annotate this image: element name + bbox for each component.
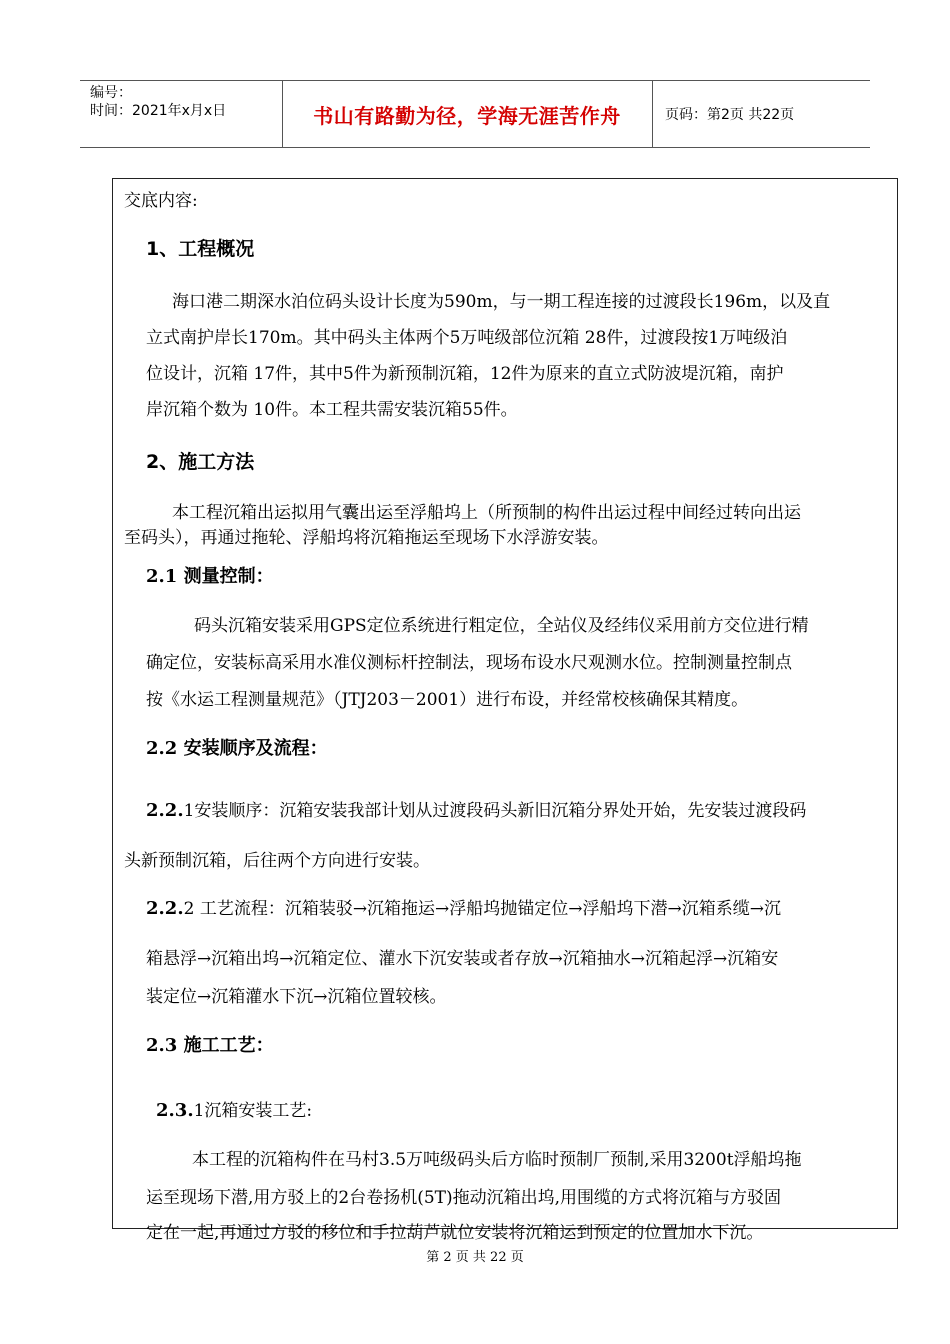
section-1-line-1: 海口港二期深水泊位码头设计长度为590m，与一期工程连接的过渡段长196m，以及直 [172,292,831,312]
section-2-1-line-2: 确定位，安装标高采用水准仪测标杆控制法，现场布设水尺观测水位。控制测量控制点 [146,653,792,673]
page-footer: 第 2 页 共 22 页 [426,1250,524,1265]
section-2-3-1-line-1: 本工程的沉箱构件在马村3.5万吨级码头后方临时预制厂预制,采用3200t浮船坞拖 [192,1150,802,1170]
section-2-3-1-heading [156,1094,312,1128]
header-meta [90,84,226,120]
section-2-2-1-text: 1安装顺序：沉箱安装我部计划从过渡段码头新旧沉箱分界处开始，先安装过渡段码 [183,801,807,821]
section-2-3-1-line-3: 定在一起,再通过方驳的移位和手拉葫芦就位安装将沉箱运到预定的位置加水下沉。 [146,1223,764,1243]
section-2-1-line-3: 按《水运工程测量规范》（JTJ203－2001）进行布设，并经常校核确保其精度。 [146,690,749,710]
section-2-2-2-line-2: 箱悬浮→沉箱出坞→沉箱定位、灌水下沉安装或者存放→沉箱抽水→沉箱起浮→沉箱安 [146,949,779,969]
section-2-2-2-number: 2.2. [146,898,184,919]
section-2-3-1-line-2: 运至现场下潜,用方驳上的2台卷扬机(5T)拖动沉箱出坞,用围缆的方式将沉箱与方驳固 [146,1188,782,1208]
section-2-2-title: 2.2 安装顺序及流程： [146,738,328,759]
section-2-1-title: 2.1 测量控制： [146,566,274,587]
section-2-2-2-text: 2 工艺流程：沉箱装驳→沉箱拖运→浮船坞抛锚定位→浮船坞下潜→沉箱系缆→沉 [183,899,782,919]
section-2-2-1-line-1 [146,794,806,828]
section-2-3-1-number: 2.3. [156,1100,194,1121]
header-top-rule [80,80,870,81]
intro-label: 交底内容: [124,191,198,211]
header-motto: 书山有路勤为径，学海无涯苦作舟 [313,104,621,128]
header-divider-right [652,80,653,148]
section-2-2-1-number: 2.2. [146,800,184,821]
section-2-3-title: 2.3 施工工艺： [146,1035,274,1056]
section-2-2-2-line-3: 装定位→沉箱灌水下沉→沉箱位置较核。 [146,987,447,1007]
section-2-3-1-text: 1沉箱安装工艺: [193,1101,313,1121]
document-number-label: 编号： [90,85,132,101]
section-1-line-3: 位设计，沉箱 17件，其中5件为新预制沉箱，12件为原来的直立式防波堤沉箱，南护 [146,364,784,384]
section-1-title: 1、工程概况 [146,238,255,260]
section-2-line-2: 至码头），再通过拖轮、浮船坞将沉箱拖运至现场下水浮游安装。 [124,528,609,548]
header-page-info: 页码：第2页 共22页 [665,107,795,123]
document-date-label: 时间：2021年x月x日 [90,103,227,119]
section-2-2-2-line-1 [146,892,781,926]
section-2-2-1-line-2: 头新预制沉箱，后往两个方向进行安装。 [124,851,430,871]
header-bottom-rule [80,147,870,148]
section-2-title: 2、施工方法 [146,451,255,473]
section-1-line-4: 岸沉箱个数为 10件。本工程共需安装沉箱55件。 [146,400,518,420]
section-1-line-2: 立式南护岸长170m。其中码头主体两个5万吨级部位沉箱 28件，过渡段按1万吨级泊 [146,328,788,348]
section-2-1-line-1: 码头沉箱安装采用GPS定位系统进行粗定位，全站仪及经纬仪采用前方交位进行精 [194,616,809,636]
section-2-line-1: 本工程沉箱出运拟用气囊出运至浮船坞上（所预制的构件出运过程中间经过转向出运 [172,503,801,523]
